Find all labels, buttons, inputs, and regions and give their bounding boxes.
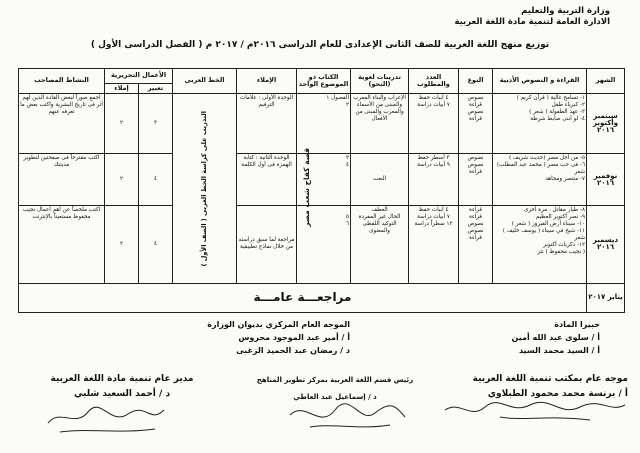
book-title: قصة كفاح شعب مصر [302,147,312,227]
reading-cell: ٨- طيار مقاتل . مرة أخرى ٩- نصر أكتوبر العظيم ١٠- سيناء أرض الفيروز ( شعر ) ١١- شيخ في سيناء ( يوسف خليف ) شعر ١٢- ذكريات أكتوبر ( نجيب محفوظ ) نثر [493,206,587,284]
table-row [19,283,625,312]
type-cell: نصوص نصوص قراءة [459,154,493,206]
reading-cell: ٥- من أجل مصر (حديث شريف ) ٦- فى حب مصر ( محمد عبد المطلب) شعر ٧- منتصر ومجاهد [493,154,587,206]
header-language: تدريبات لغوية (النحو) [351,69,409,94]
experts-block [512,318,600,357]
activity-cell: اكتب مقترحاً فى صفحتين لتطوير مدينتك [19,154,105,206]
director-signature [40,398,170,438]
handwriting-note: التدريب على كراسة الخط العربى ( الصف الأول ) [200,110,209,267]
center-title: رئيس قسم اللغة العربية بمركز تطوير المناهج [256,376,414,384]
count-cell: ٤ أبيات حفظ ٧ أبيات دراسة [409,93,459,153]
language-cell: الإعراب والبناء المعرب والمبنى من الأسماء والمعرب والمبنى من الأفعال [351,93,409,153]
header-activity: النشاط المصاحب [19,69,105,94]
month-cell: نوفمبر ٢٠١٦ [587,154,625,206]
count-cell: ٣ أسطر حفظ ٩ أبيات دراسة [409,154,459,206]
language-cell: العطف الحال غير المفردة التوكيد اللفظى والمعنوى [351,206,409,284]
expression-cell: ٤ [139,154,173,206]
curriculum-table [18,68,625,313]
supervisor-block [150,318,350,357]
dictation-cell: الوحدة الثانية : كتابة الهمزة فى أول الكلمة [237,154,297,206]
header-type: النوع [459,69,493,94]
header-month: الشهر [587,69,625,94]
supervisor-2: د / رمضان عبد الحميد الزغبى [236,346,350,355]
office-title: موجه عام بمكتب تنمية اللغة العربية [472,374,628,384]
ministry-name: وزارة التربية والتعليم [521,6,610,16]
month-cell: سبتمبر وأكتوبر ٢٠١٦ [587,93,625,153]
supervisor-title: الموجه العام المركزي بديوان الوزارة [207,320,350,329]
expression-cell: ٣ [139,93,173,153]
table-row [19,154,625,206]
type-cell: قراءة قراءة نصوص نصوص قراءة [459,206,493,284]
table-row [19,93,625,153]
experts-title: خبيرا المادة [554,320,600,329]
expression-cell: ٤ [139,206,173,284]
page-title: توزيع منهج اللغة العربية للصف الثانى الإعدادى للعام الدراسى ٢٠١٦م / ٢٠١٧ م ( الفصل الدراسى الأول ) [90,40,550,50]
header-book: الكتاب ذو الموضوع الواحد [297,69,351,94]
director-name: د / أحمد السعيد شلبي [73,389,171,399]
table-row [19,206,625,284]
dictation-written-cell: ٢ [105,93,139,153]
header-written: الأعمال التحريرية [105,69,173,84]
type-cell: نصوص قراءة نصوص قراءة [459,93,493,153]
reading-cell: ١- تسامح غالية ( قرآن كريم ) ٢- كبرياء طفل ٣- عهد الطفولة ( شعر ) ٤- لو أننى صابط شرطة [493,93,587,153]
department-name: الادارة العامة لتنمية مادة اللغة العربية [454,17,610,27]
book-chapters: ٥ ٦ [346,214,350,228]
book-cell: ٣ ٤ [297,154,351,206]
header-dictation-written: إملاء [105,83,139,93]
review-month-cell: يناير ٢٠١٧ [587,283,625,312]
header-handwriting: الخط العربى [173,69,237,94]
book-title-wrap [303,102,310,272]
count-cell: ٤ أبيات حفظ ٧ أبيات دراسة ١٢ سطراً دراسة [409,206,459,284]
director-title: مدير عام تنمية مادة اللغة العربية [50,374,194,384]
header-count: العدد والمطلوب [409,69,459,94]
handwriting-cell [173,93,237,283]
header-reading: القراءة و النصوص الأدبية [493,69,587,94]
center-signature [280,395,410,435]
office-signature [440,395,630,425]
activity-cell: اجمع صوراً لبعض القادة الذين لهم أثر فى تاريخ البشرية واكتب بعض ما تعرفه عنهم [19,93,105,153]
expert-2: أ / السيد محمد السيد [518,346,600,355]
dictation-cell: مراجعة لما سبق دراسته من خلال نماذج تطبيقية [237,206,297,284]
dictation-written-cell: ٢ [105,206,139,284]
language-cell: النعت [351,154,409,206]
office-name: أ / برنسة محمد محمود الطبلاوي [487,389,628,399]
header-expression: تعبير [139,83,173,93]
month-cell: ديسمبر ٢٠١٦ [587,206,625,284]
activity-cell: اكتب ملخصاً عن أهم أعمال نجيب محفوظ مستعيناً بالإنترنت [19,206,105,284]
center-name: د / إسماعيل عبد العاطي [293,393,377,401]
dictation-written-cell: ٢ [105,154,139,206]
dictation-cell: الوحدة الأولى : علامات الترقيم [237,93,297,153]
supervisor-1: أ / أمير عبد الموجود محروس [238,333,350,342]
book-cell: الفصول ١ ٢ [297,93,351,153]
expert-1: أ / سلوى عبد الله أمين [511,333,600,342]
review-cell: مراجعـــة عامـــة [19,283,587,312]
ministry-header [454,6,610,28]
header-dictation: الإملاء [237,69,297,94]
